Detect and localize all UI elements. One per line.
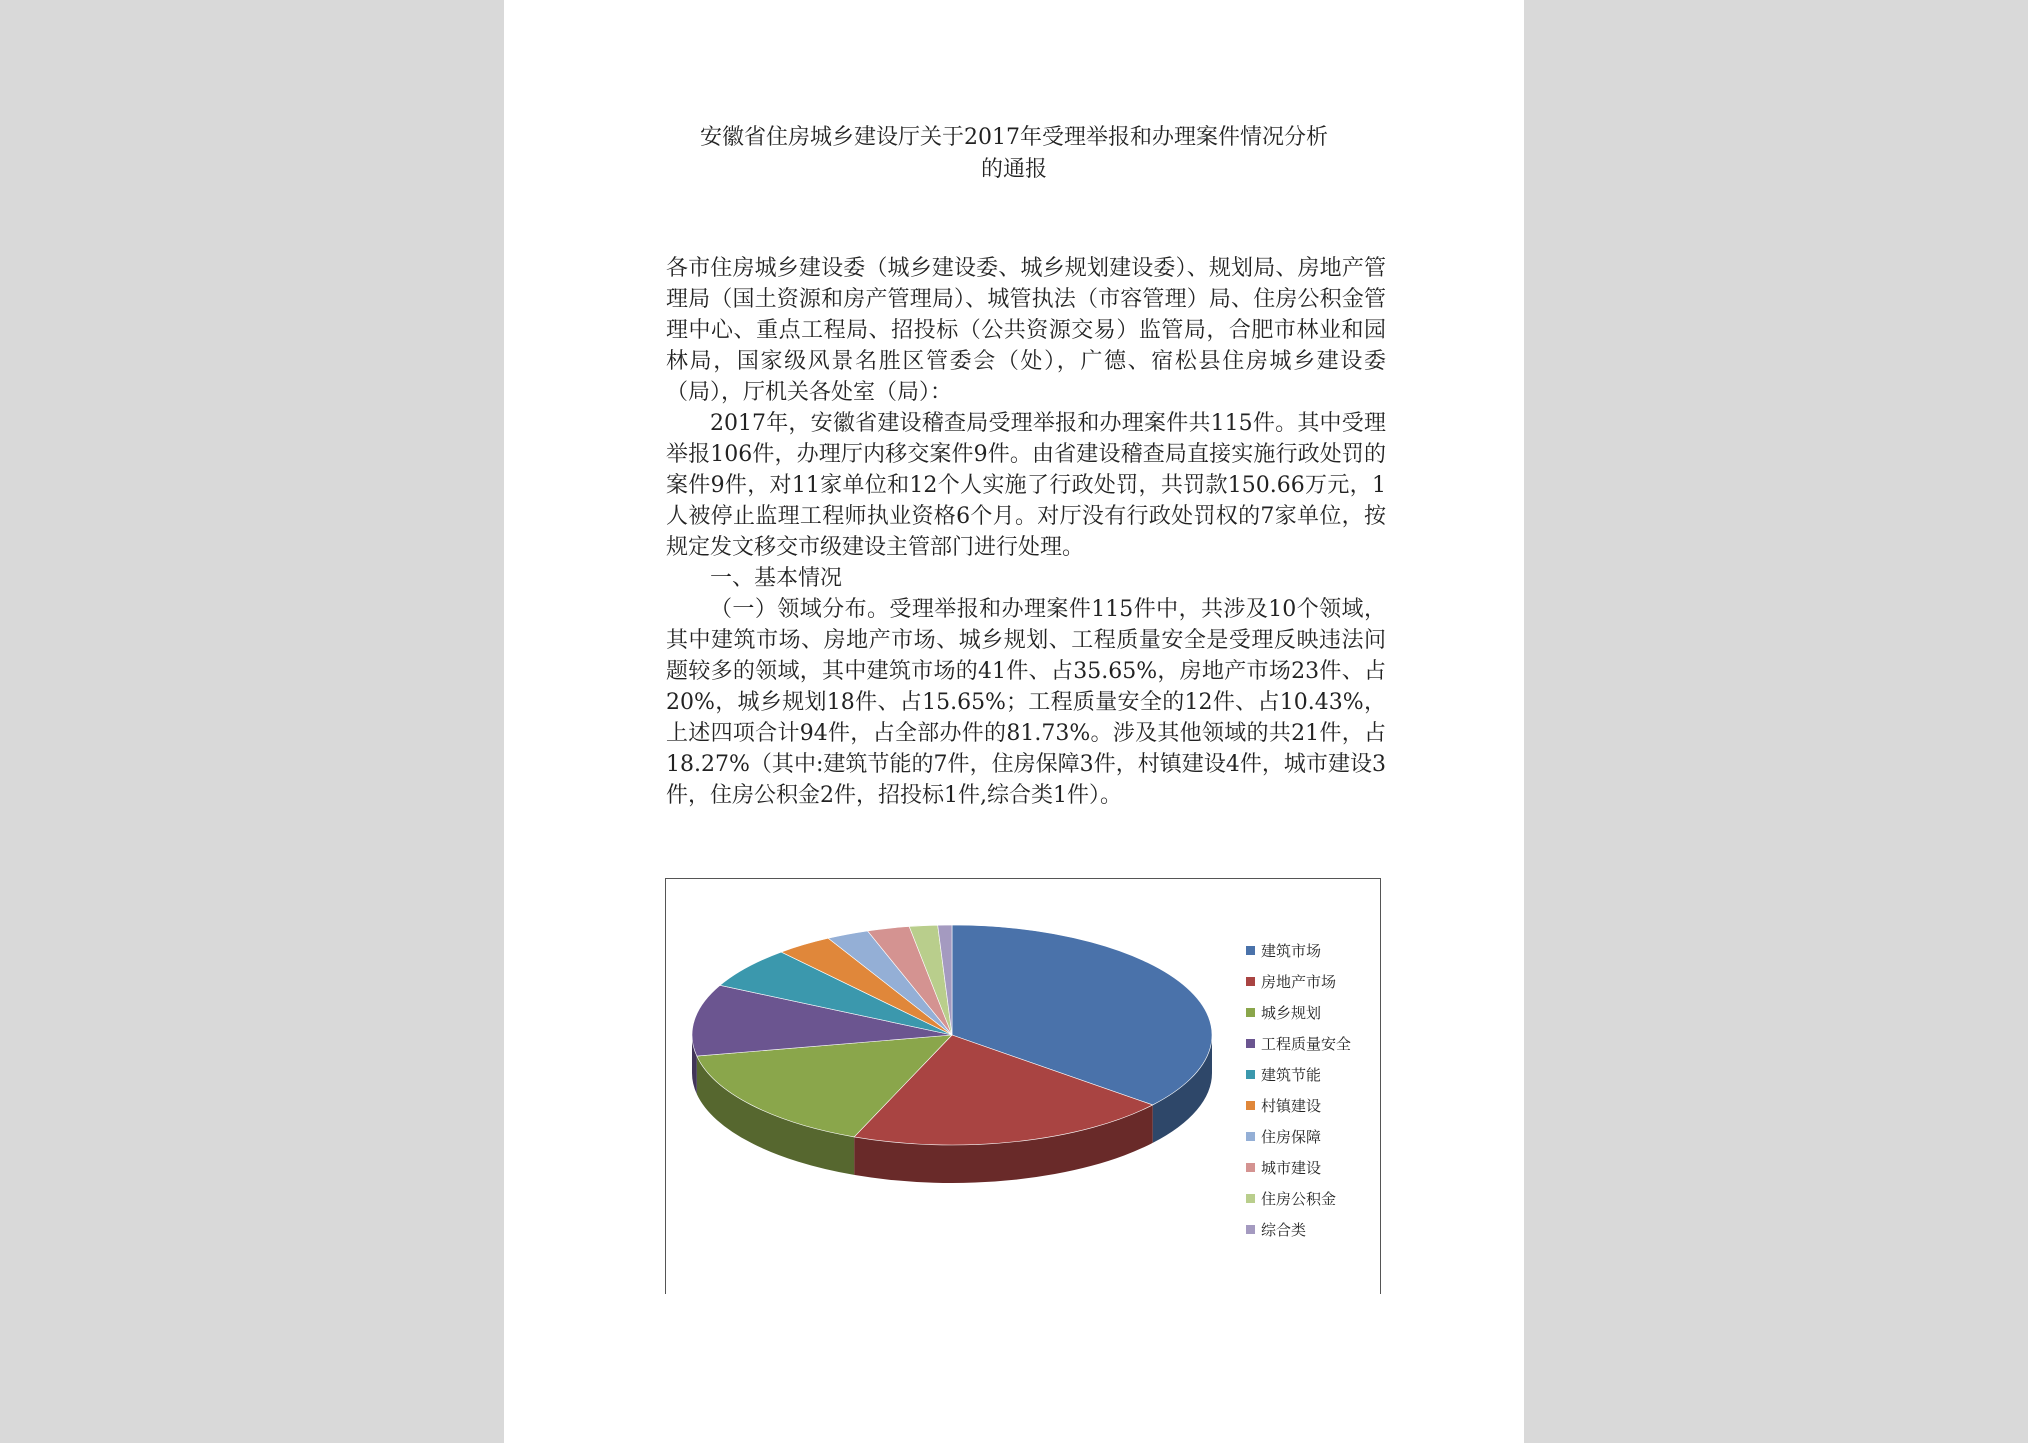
legend-item-5: [1246, 1090, 1351, 1121]
legend-item-1: [1246, 966, 1351, 997]
legend-label: 工程质量安全: [1261, 1035, 1352, 1053]
pie-chart-frame: [665, 878, 1381, 1294]
legend-swatch: [1246, 1101, 1255, 1110]
legend-swatch: [1246, 1039, 1255, 1048]
legend-item-7: [1246, 1152, 1351, 1183]
legend-item-6: [1246, 1121, 1351, 1152]
chart-legend: [1246, 935, 1351, 1245]
legend-label: 房地产市场: [1261, 973, 1337, 991]
legend-item-4: [1246, 1059, 1351, 1090]
legend-swatch: [1246, 1070, 1255, 1079]
legend-item-8: [1246, 1183, 1351, 1214]
legend-label: 城市建设: [1261, 1159, 1322, 1177]
legend-swatch: [1246, 977, 1255, 986]
legend-item-3: [1246, 1028, 1351, 1059]
legend-swatch: [1246, 1163, 1255, 1172]
legend-label: 城乡规划: [1261, 1004, 1322, 1022]
legend-label: 建筑节能: [1261, 1066, 1322, 1084]
salutation: 各市住房城乡建设委（城乡建设委、城乡规划建设委）、规划局、房地产管理局（国土资源和房产管理局）、城管执法（市容管理）局、住房公积金管理中心、重点工程局、招投标（公共资源交易）监管局，合肥市林业和园林局，国家级风景名胜区管委会（处），广德、宿松县住房城乡建设委（局），厅机关各处室（局）：: [666, 256, 1386, 405]
legend-label: 综合类: [1261, 1221, 1307, 1239]
section-heading: 一、基本情况: [710, 566, 843, 591]
paragraph-domain-distribution: （一）领域分布。受理举报和办理案件115件中，共涉及10个领域，其中建筑市场、房地产市场、城乡规划、工程质量安全是受理反映违法问题较多的领域，其中建筑市场的41件、占35.65%，房地产市场23件、占20%，城乡规划18件、占15.65%；工程质量安全的12件、占10.43%，上述四项合计94件，占全部办件的81.73%。涉及其他领域的共21件，占18.27%（其中:建筑节能的7件，住房保障3件，村镇建设4件，城市建设3件，住房公积金2件，招投标1件,综合类1件）。: [666, 597, 1386, 808]
legend-label: 住房保障: [1261, 1128, 1322, 1146]
legend-swatch: [1246, 1132, 1255, 1141]
document-title: [654, 122, 1374, 186]
paragraph-overview: 2017年，安徽省建设稽查局受理举报和办理案件共115件。其中受理举报106件，办理厅内移交案件9件。由省建设稽查局直接实施行政处罚的案件9件，对11家单位和12个人实施了行政处罚，共罚款150.66万元，1 人被停止监理工程师执业资格6个月。对厅没有行政处罚权的7家单位，按规定发文移交市级建设主管部门进行处理。: [666, 411, 1386, 560]
legend-swatch: [1246, 1225, 1255, 1234]
legend-label: 住房公积金: [1261, 1190, 1337, 1208]
legend-swatch: [1246, 1194, 1255, 1203]
document-page: [504, 0, 1524, 1443]
title-line-1: 安徽省住房城乡建设厅关于2017年受理举报和办理案件情况分析: [700, 125, 1328, 150]
legend-item-0: [1246, 935, 1351, 966]
document-body: [666, 253, 1386, 811]
legend-swatch: [1246, 946, 1255, 955]
legend-item-9: [1246, 1214, 1351, 1245]
legend-label: 村镇建设: [1261, 1097, 1322, 1115]
legend-item-2: [1246, 997, 1351, 1028]
title-line-2: 的通报: [980, 157, 1047, 182]
legend-label: 建筑市场: [1261, 942, 1322, 960]
legend-swatch: [1246, 1008, 1255, 1017]
